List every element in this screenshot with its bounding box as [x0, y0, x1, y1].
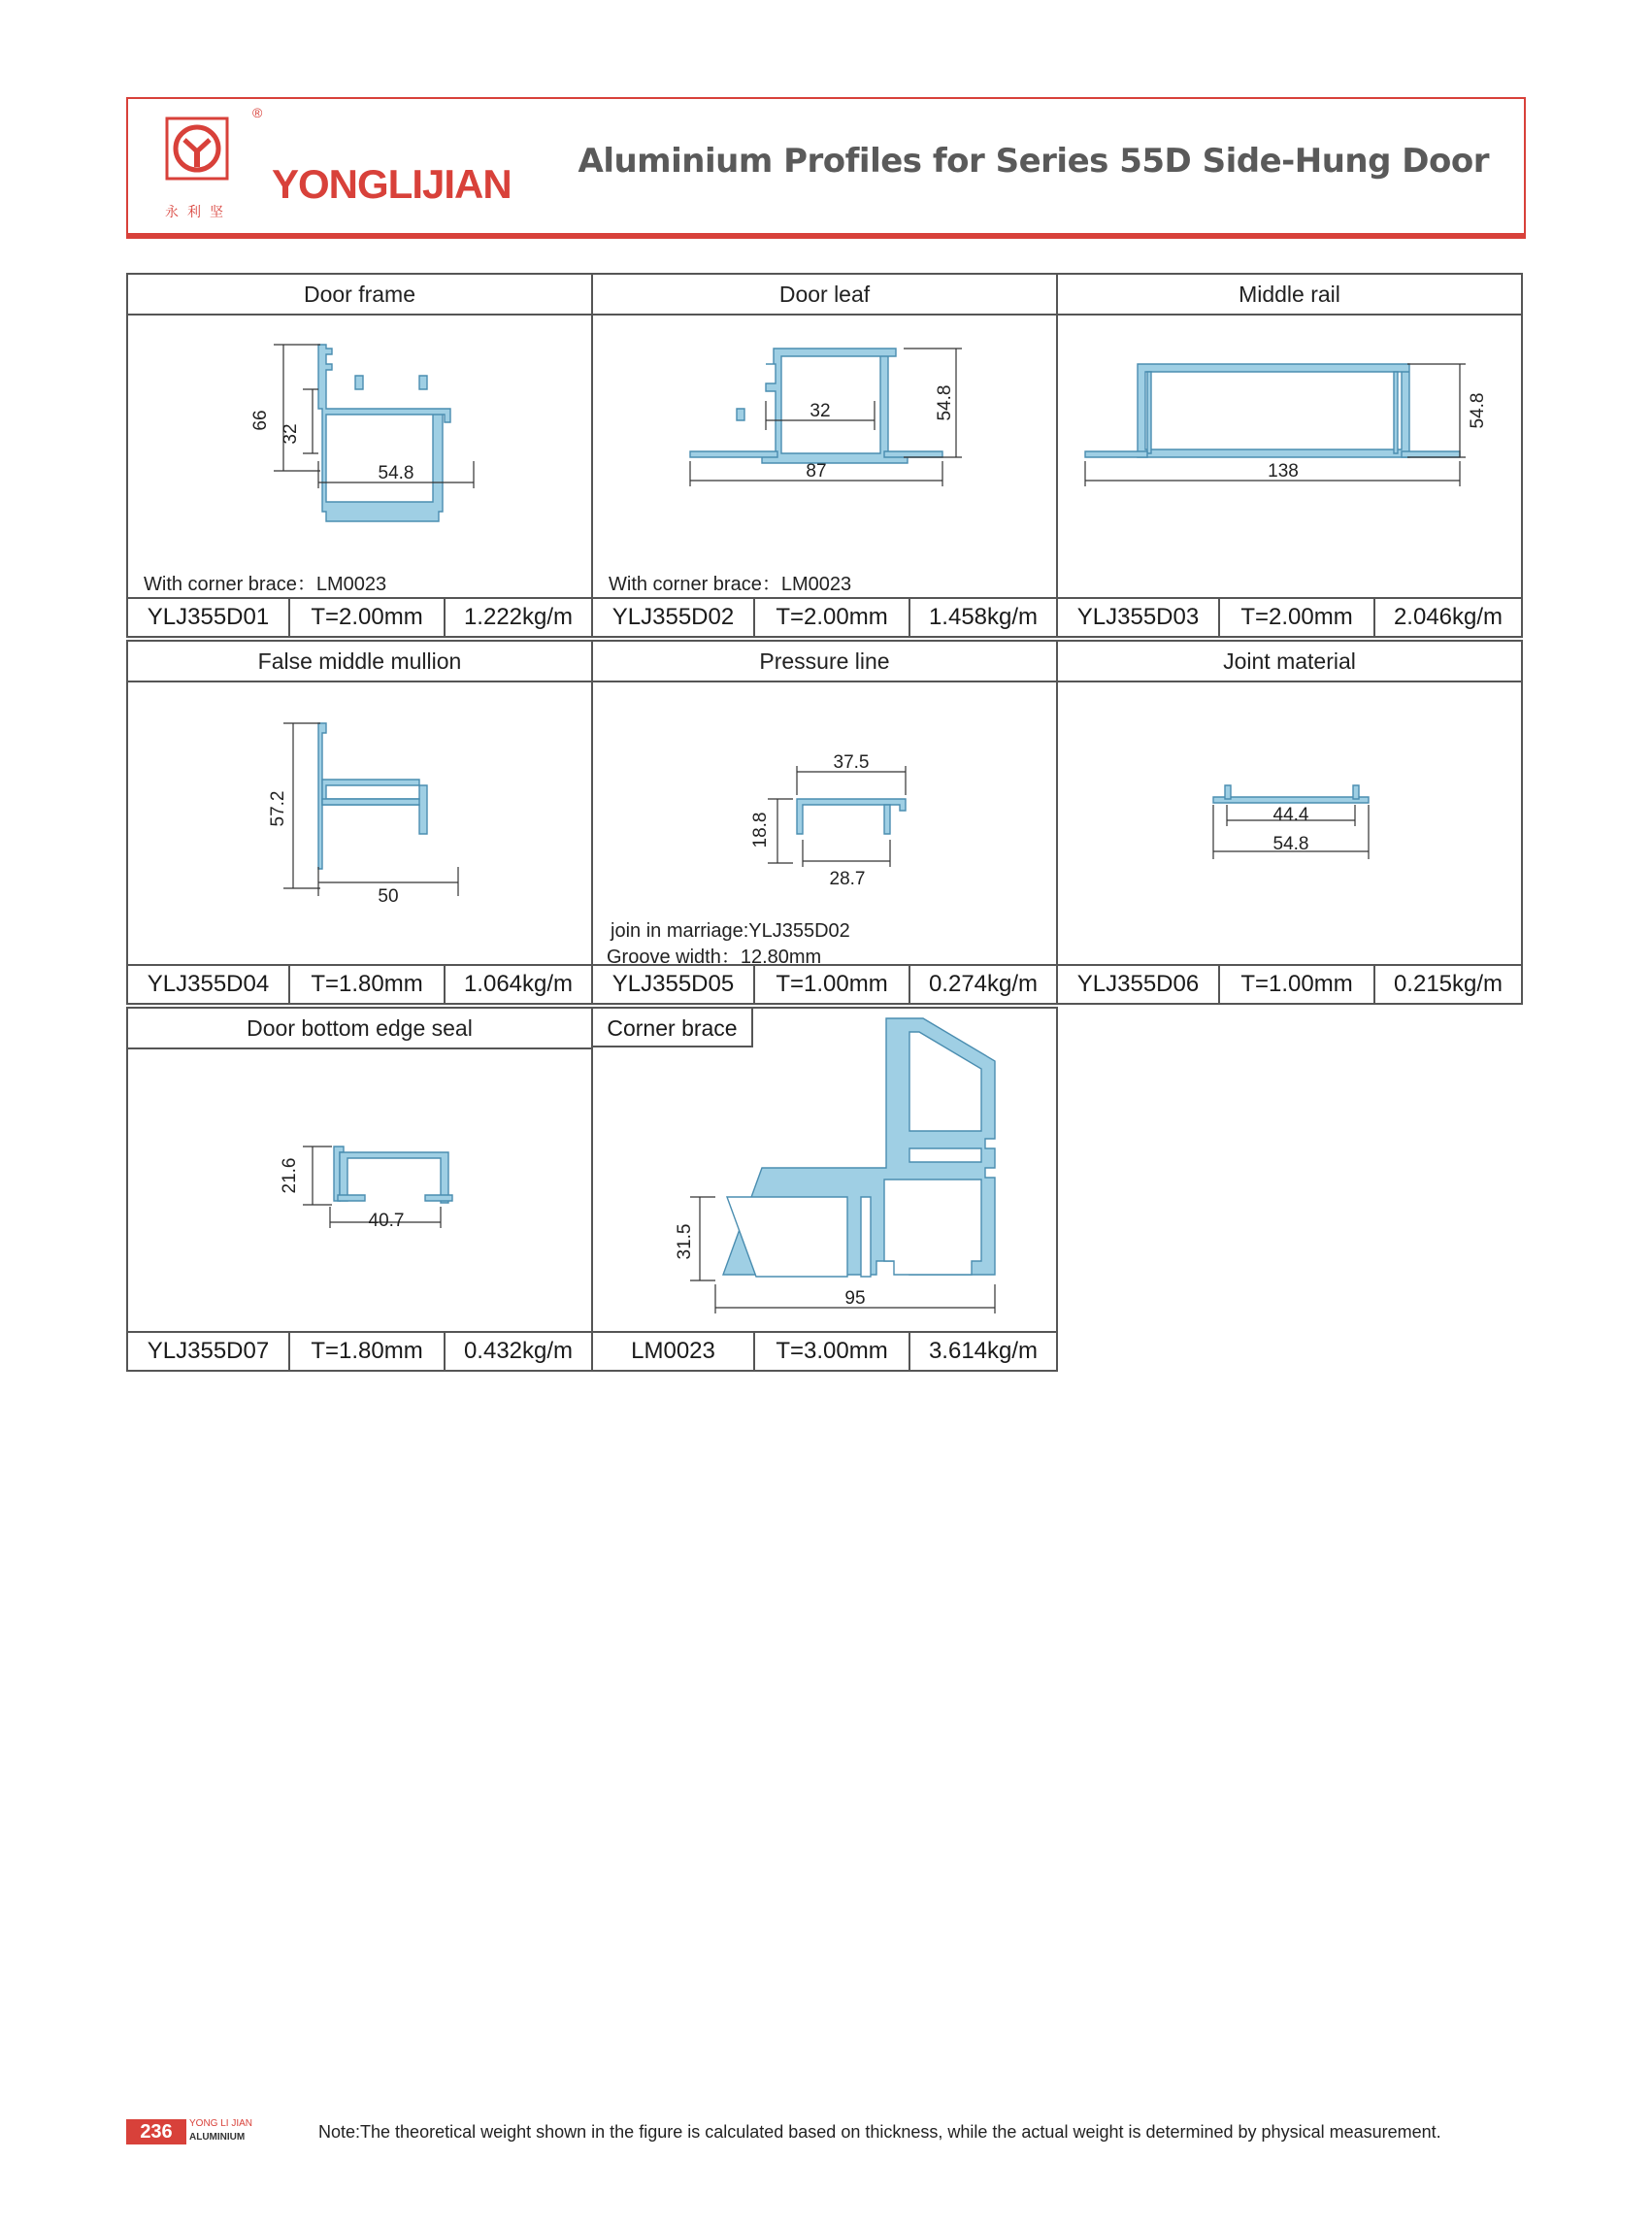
- profile-note: With corner brace：LM0023: [144, 574, 387, 595]
- profile-code: YLJ355D07: [128, 1333, 290, 1370]
- page-number: 236: [126, 2119, 186, 2144]
- profile-thickness: T=1.80mm: [290, 1333, 446, 1370]
- profile-thickness: T=2.00mm: [290, 599, 446, 636]
- registered-mark: ®: [252, 105, 263, 120]
- profile-drawing: [1058, 316, 1521, 599]
- profile-code: YLJ355D03: [1058, 599, 1220, 636]
- profile-card-middle-rail: [1056, 273, 1523, 638]
- dim-label: 21.6: [280, 1157, 300, 1194]
- dim-label: 18.8: [750, 812, 771, 848]
- dim-label: 54.8: [1468, 392, 1488, 429]
- profile-card-door-leaf: [591, 273, 1058, 638]
- profile-card-pressure-line: [591, 640, 1058, 1005]
- profile-note-groove: Groove width：12.80mm: [607, 947, 822, 966]
- dim-label: 57.2: [268, 790, 288, 827]
- profile-weight: 0.432kg/m: [463, 1338, 574, 1364]
- profile-weight: 2.046kg/m: [1393, 604, 1503, 630]
- profile-title: Door frame: [128, 275, 591, 316]
- profile-code: YLJ355D05: [593, 966, 755, 1003]
- yonglijian-logo-icon: [165, 116, 229, 181]
- profile-drawing: [1058, 682, 1521, 966]
- profile-spec-row: [128, 966, 591, 1003]
- profile-card-corner-brace: [591, 1007, 1058, 1372]
- profile-thickness: T=1.80mm: [290, 966, 446, 1003]
- middle-rail-section-drawing: [1058, 316, 1521, 597]
- profile-title: Corner brace: [593, 1009, 753, 1047]
- dim-label: 28.7: [829, 869, 866, 889]
- dim-label: 54.8: [1272, 834, 1309, 854]
- profile-drawing: [593, 316, 1056, 599]
- profile-spec-row: [128, 1333, 591, 1370]
- profile-title: False middle mullion: [128, 642, 591, 682]
- profile-spec-row: [593, 599, 1056, 636]
- header-accent-bar: [126, 233, 1526, 239]
- profile-spec-row: [128, 599, 591, 636]
- profile-thickness: T=2.00mm: [755, 599, 910, 636]
- profile-title: Pressure line: [593, 642, 1056, 682]
- profile-spec-row: [593, 966, 1056, 1003]
- footer-brand-line2: ALUMINIUM: [189, 2132, 246, 2143]
- profile-title: Door leaf: [593, 275, 1056, 316]
- dim-label: 87: [806, 461, 827, 482]
- dim-label: 54.8: [378, 463, 414, 483]
- brand-chinese-name: 永利坚: [165, 205, 232, 220]
- dim-label: 32: [281, 423, 301, 445]
- profile-card-door-frame: [126, 273, 593, 638]
- footer-note: Note:The theoretical weight shown in the figure is calculated based on thickness, while the actual weight is determined by physical measurement.: [318, 2122, 1441, 2142]
- profile-thickness: T=1.00mm: [755, 966, 910, 1003]
- dim-label: 66: [250, 410, 271, 431]
- dim-label: 95: [844, 1288, 866, 1309]
- door-frame-section-drawing: [128, 316, 591, 597]
- profile-title: Middle rail: [1058, 275, 1521, 316]
- dim-label: 44.4: [1272, 805, 1309, 825]
- dim-label: 54.8: [935, 384, 955, 421]
- profile-spec-row: [1058, 599, 1521, 636]
- joint-material-section-drawing: [1058, 682, 1521, 964]
- page-title: Aluminium Profiles for Series 55D Side-Hung Door: [578, 142, 1489, 181]
- dim-label: 37.5: [833, 752, 870, 773]
- profile-drawing: [128, 682, 591, 966]
- profile-weight: 0.215kg/m: [1393, 971, 1503, 997]
- profile-weight: 1.458kg/m: [928, 604, 1039, 630]
- profile-card-door-bottom-edge-seal: [126, 1007, 593, 1372]
- dim-label: 138: [1268, 461, 1299, 482]
- profile-thickness: T=3.00mm: [755, 1333, 910, 1370]
- profile-code: YLJ355D04: [128, 966, 290, 1003]
- profile-drawing: [128, 316, 591, 599]
- page-header: [126, 97, 1526, 235]
- profile-note: join in marriage:YLJ355D02: [611, 920, 850, 942]
- dim-label: 32: [809, 401, 831, 421]
- profile-code: YLJ355D01: [128, 599, 290, 636]
- profile-weight: 0.274kg/m: [928, 971, 1039, 997]
- profile-note: With corner brace：LM0023: [609, 574, 852, 595]
- corner-brace-section-drawing: [593, 1009, 1056, 1331]
- dim-label: 31.5: [675, 1223, 695, 1260]
- profile-drawing: [593, 682, 1056, 966]
- profile-weight: 1.222kg/m: [463, 604, 574, 630]
- profile-weight: 1.064kg/m: [463, 971, 574, 997]
- profile-thickness: T=2.00mm: [1220, 599, 1375, 636]
- brand-name: YONGLIJIAN: [272, 161, 512, 207]
- profile-spec-row: [593, 1333, 1056, 1370]
- footer-brand-line1: YONG LI JIAN: [189, 2118, 253, 2129]
- profile-card-false-middle-mullion: [126, 640, 593, 1005]
- profile-title: Joint material: [1058, 642, 1521, 682]
- profile-drawing: [128, 1049, 591, 1333]
- profile-card-joint-material: [1056, 640, 1523, 1005]
- dim-label: 40.7: [368, 1211, 405, 1231]
- profile-code: LM0023: [593, 1333, 755, 1370]
- profile-spec-row: [1058, 966, 1521, 1003]
- bottom-seal-section-drawing: [128, 1049, 591, 1331]
- profile-drawing: [593, 1009, 1056, 1333]
- profile-weight: 3.614kg/m: [928, 1338, 1039, 1364]
- door-leaf-section-drawing: [593, 316, 1056, 597]
- profile-code: YLJ355D06: [1058, 966, 1220, 1003]
- profile-thickness: T=1.00mm: [1220, 966, 1375, 1003]
- profile-code: YLJ355D02: [593, 599, 755, 636]
- false-mullion-section-drawing: [128, 682, 591, 964]
- dim-label: 50: [378, 886, 399, 907]
- profile-title: Door bottom edge seal: [128, 1009, 591, 1049]
